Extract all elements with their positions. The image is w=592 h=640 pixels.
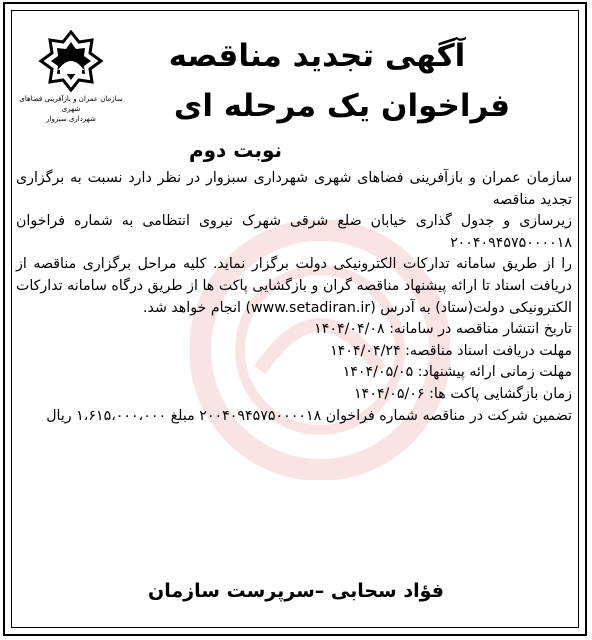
- date-value: ۱۴۰۴/۰۴/۰۸: [314, 321, 385, 338]
- dates-list: [16, 319, 572, 405]
- paragraph-intro: سازمان عمران و بازآفرینی فضاهای شهری شهرداری سبزوار در نظر دارد نسبت به برگزاری تجدید مناقصه: [16, 170, 572, 208]
- notice-body: [16, 168, 572, 427]
- notice-title: آگهی تجدید مناقصه: [168, 38, 466, 74]
- date-label: مهلت دریافت اسناد مناقصه:: [405, 342, 572, 359]
- setad-url-link[interactable]: www.setadiran.ir: [251, 299, 371, 316]
- paragraph-project: زیرسازی و جدول گذاری خیابان ضلع شرقی شهرک نیروی انتظامی به شماره فراخوان ۲۰۰۴۰۹۴۵۷۵۰۰۰۰۱۸: [16, 213, 572, 251]
- date-row-proposal: [16, 362, 572, 384]
- date-value: ۱۴۰۴/۰۴/۲۴: [330, 342, 401, 359]
- date-row-documents: [16, 341, 572, 363]
- logo-caption-line2: شهرداری سبزوار: [46, 115, 96, 123]
- notice-subtitle: فراخوان یک مرحله ای: [173, 88, 511, 124]
- signature: فؤاد سحابی –سرپرست سازمان: [148, 580, 444, 602]
- date-value: ۱۴۰۴/۰۵/۰۵: [342, 364, 414, 381]
- logo-caption-line1: سازمان عمران و بازآفرینی فضاهای شهری: [19, 95, 123, 113]
- date-label: تاریخ انتشار مناقصه در سامانه:: [389, 321, 572, 338]
- procedure-text-end: ) انجام خواهد شد.: [142, 299, 252, 316]
- date-value: ۱۴۰۴/۰۵/۰۶: [354, 385, 425, 402]
- date-row-publish: [16, 319, 572, 341]
- publication-round: نوبت دوم: [188, 138, 282, 162]
- paragraph-procedure: [16, 254, 572, 319]
- date-row-opening: [16, 384, 572, 406]
- municipality-emblem-icon: [38, 30, 104, 92]
- paragraph-guarantee: تضمین شرکت در مناقصه شماره فراخوان ۲۰۰۴۰۹۴۵۷۵۰۰۰۰۱۸ مبلغ ۱،۶۱۵،۰۰۰،۰۰۰ ریال: [46, 407, 572, 424]
- date-label: مهلت زمانی ارائه پیشنهاد:: [417, 364, 572, 381]
- procedure-text: را از طریق سامانه تدارکات الکترونیکی دولت برگزار نماید. کلیه مراحل برگزاری مناقصه از دریافت اسناد تا ارائه پیشنهاد مناقصه گران و بازگشایی پاکت ها از طریق درگاه سامانه تدارکات الکترونیکی دولت(ستاد) به آدرس (: [16, 256, 572, 316]
- date-label: زمان بازگشایی پاکت ها:: [429, 385, 572, 402]
